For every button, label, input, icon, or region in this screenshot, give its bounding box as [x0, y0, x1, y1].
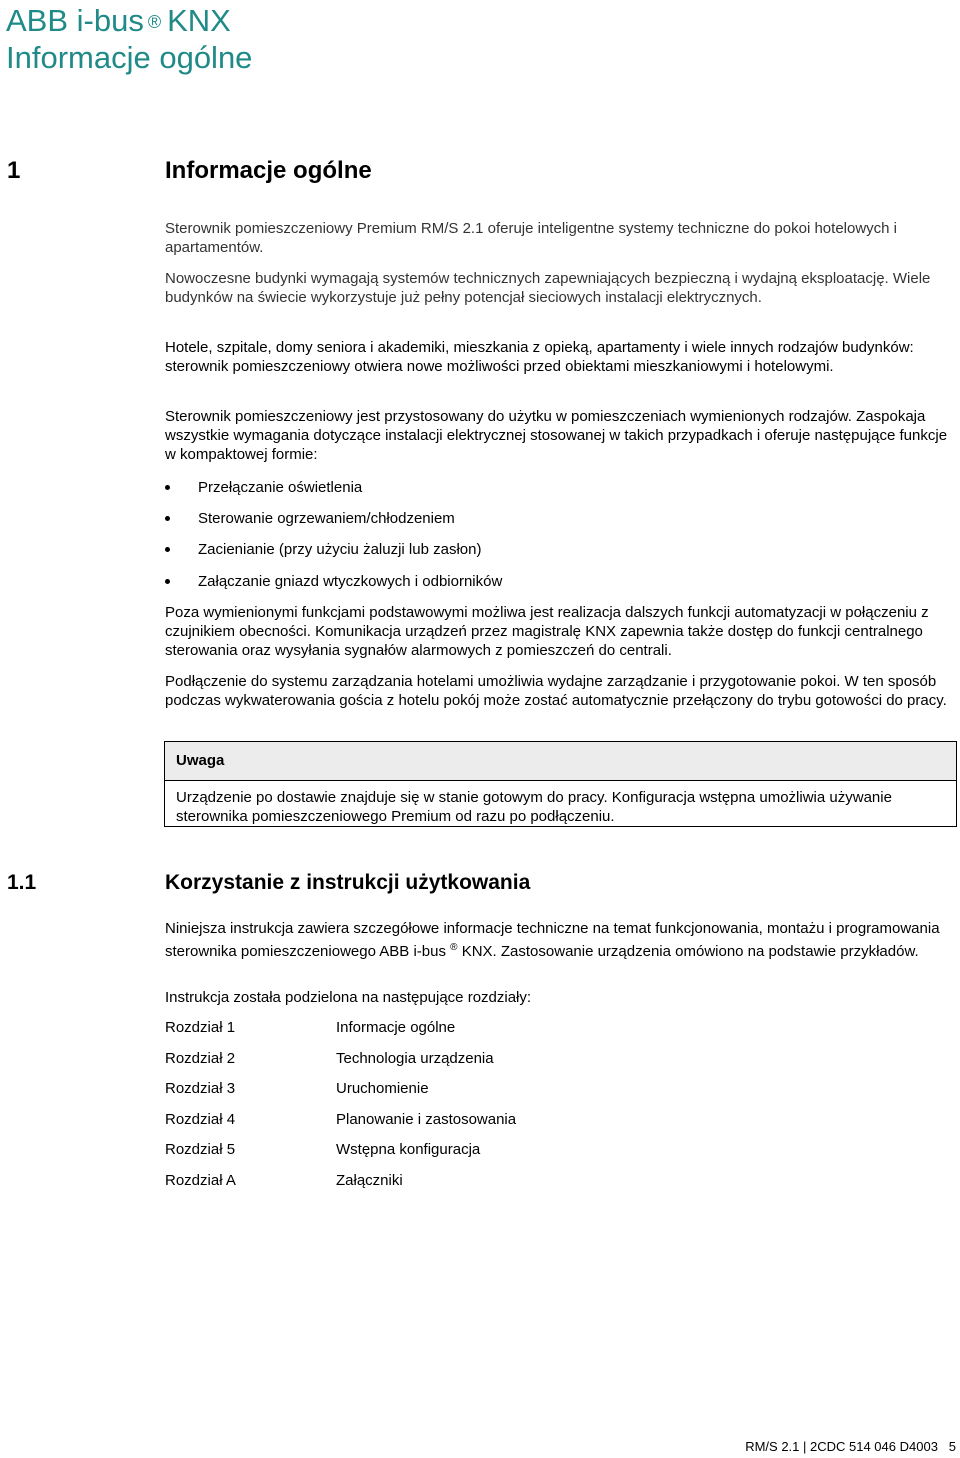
section-number: 1 — [7, 157, 21, 184]
paragraph-requirements: Sterownik pomieszczeniowy jest przystosowany do użytku w pomieszczeniach wymienionych rodzajów. Zaspokaja wszystkie wymagania dotyczące instalacji elektrycznej stosowanej w takich przypadkach i oferuje następujące funkcje w kompaktowej formie: — [165, 408, 948, 463]
header-subtitle: Informacje ogólne — [6, 40, 253, 75]
subsection-number: 1.1 — [7, 871, 37, 894]
note-body: Urządzenie po dostawie znajduje się w stanie gotowym do pracy. Konfiguracja wstępna umożliwia używanie sterownika pomieszczeniowego Premium od razu po podłączeniu. — [176, 789, 892, 825]
paragraph-buildings: Nowoczesne budynki wymagają systemów technicznych zapewniających bezpieczną i wydajną eksploatację. Wiele budynków na świecie wykorzystuje już pełny potencjał sieciowych instalacji elektrycznych. — [165, 270, 931, 306]
paragraph-hotels: Hotele, szpitale, domy seniora i akademiki, mieszkania z opieką, apartamenty i wiele innych rodzajów budynków: sterownik pomieszczeniowy otwiera nowe możliwości przed obiektami mieszkaniowymi i hotelowymi. — [165, 339, 914, 375]
page-number: 5 — [948, 1439, 956, 1454]
footer-doc-code: RM/S 2.1 | 2CDC 514 046 D4003 — [745, 1439, 938, 1454]
chapter-label: Rozdział 1 — [165, 1019, 236, 1036]
subsection-title: Korzystanie z instrukcji użytkowania — [165, 871, 531, 894]
section-title: Informacje ogólne — [165, 157, 372, 184]
header-brand: ABB i-bus — [6, 3, 144, 38]
note-box — [164, 741, 957, 827]
chapter-label: Rozdział 2 — [165, 1050, 236, 1067]
chapter-label: Rozdział 5 — [165, 1141, 236, 1158]
paragraph-automation: Poza wymienionymi funkcjami podstawowymi możliwa jest realizacja dalszych funkcji automatyzacji w połączeniu z czujnikiem obecności. Komunikacja urządzeń przez magistralę KNX zapewnia także dostęp do funkcji centralnego sterowania oraz wysyłania sygnałów alarmowych z pomieszczeń do centrali. — [165, 604, 929, 659]
bullet-icon — [165, 579, 170, 584]
registered-mark: ® — [450, 942, 458, 953]
chapter-title: Planowanie i zastosowania — [336, 1111, 517, 1128]
bullet-icon — [165, 547, 170, 552]
paragraph-manual-intro: Niniejsza instrukcja zawiera szczegółowe informacje techniczne na temat funkcjonowania, montażu i programowania sterownika pomieszczeniowego ABB i-bus ® KNX. Zastosowanie urządzenia omówiono na podstawie przykładów. — [165, 920, 940, 960]
bullet-icon — [165, 485, 170, 490]
page-footer — [745, 1439, 956, 1455]
chapter-title: Wstępna konfiguracja — [336, 1141, 481, 1158]
chapter-title: Informacje ogólne — [336, 1019, 456, 1036]
header-brand-suffix: KNX — [167, 3, 231, 38]
chapter-title: Załączniki — [336, 1172, 403, 1189]
header-brand-line — [6, 2, 252, 39]
paragraph-intro: Sterownik pomieszczeniowy Premium RM/S 2.1 oferuje inteligentne systemy techniczne do pokoi hotelowych i apartamentów. — [165, 220, 898, 256]
paragraph-hotel-management: Podłączenie do systemu zarządzania hotelami umożliwia wydajne zarządzanie i przygotowanie pokoi. W ten sposób podczas wykwaterowania gościa z hotelu pokój może zostać automatycznie przełączony do trybu gotowości do pracy. — [165, 673, 947, 709]
document-header — [6, 2, 252, 76]
note-title: Uwaga — [165, 742, 956, 781]
registered-mark: ® — [147, 12, 162, 32]
chapter-label: Rozdział A — [165, 1172, 236, 1189]
bullet-icon — [165, 516, 170, 521]
chapter-label: Rozdział 4 — [165, 1111, 236, 1128]
chapter-title: Uruchomienie — [336, 1080, 429, 1097]
chapter-label: Rozdział 3 — [165, 1080, 236, 1097]
chapter-title: Technologia urządzenia — [336, 1050, 494, 1067]
paragraph-toc-intro: Instrukcja została podzielona na następujące rozdziały: — [165, 989, 532, 1006]
